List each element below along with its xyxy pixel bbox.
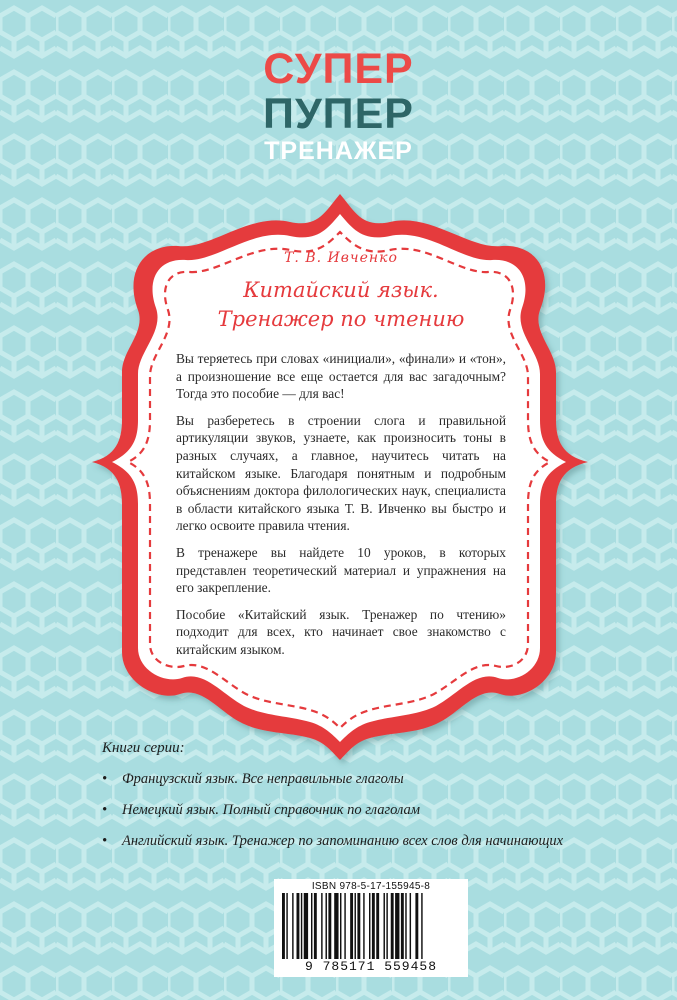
series-book-title: Немецкий язык. Полный справочник по глаголам bbox=[122, 802, 421, 818]
series-book-title: Французский язык. Все неправильные глаголы bbox=[122, 771, 404, 787]
book-title-line-2: Тренажер по чтению bbox=[217, 307, 465, 331]
bullet-icon: • bbox=[102, 771, 108, 787]
series-book-title: Английский язык. Тренажер по запоминанию всех слов для начинающих bbox=[122, 833, 564, 849]
series-books-list bbox=[102, 740, 572, 862]
series-book-item bbox=[102, 769, 572, 790]
description-paragraph-4: Пособие «Китайский язык. Тренажер по чтению» подходит для всех, кто начинает свое знакомство с китайским языком. bbox=[176, 606, 506, 657]
author-name: Т. В. Ивченко bbox=[284, 250, 398, 266]
series-book-item bbox=[102, 831, 572, 852]
barcode bbox=[274, 879, 468, 977]
series-logo-line-1: СУПЕР bbox=[263, 45, 414, 93]
book-title bbox=[176, 276, 506, 334]
barcode-bars bbox=[282, 893, 460, 959]
series-book-item bbox=[102, 800, 572, 821]
series-logo-line-2: ПУПЕР bbox=[263, 90, 414, 138]
bullet-icon: • bbox=[102, 802, 108, 818]
bullet-icon: • bbox=[102, 833, 108, 849]
series-logo-line-3: ТРЕНАЖЕР bbox=[264, 137, 413, 165]
book-title-line-1: Китайский язык. bbox=[243, 278, 439, 302]
barcode-digits: 9 785171 559458 bbox=[274, 959, 468, 974]
description-card bbox=[176, 250, 506, 668]
series-books-heading: Книги серии: bbox=[102, 740, 185, 756]
description-paragraph-2: Вы разберетесь в строении слога и правильной артикуляции звуков, узнаете, как произносить тоны в разных случаях, а главное, научитесь читать на китайском языке. Благодаря понятным и подробным объяснениям доктора филологических наук, специалиста в области китайского языка Т. В. Ивченко вы быстро и легко освоите правила чтения. bbox=[176, 412, 506, 534]
description-paragraph-1: Вы теряетесь при словах «инициали», «финали» и «тон», а произношение все еще остается для вас загадочным? Тогда это пособие — для вас! bbox=[176, 351, 506, 402]
isbn-label: ISBN 978-5-17-155945-8 bbox=[311, 881, 431, 892]
description-paragraph-3: В тренажере вы найдете 10 уроков, в которых представлен теоретический материал и упражнения на его закрепление. bbox=[176, 544, 506, 596]
